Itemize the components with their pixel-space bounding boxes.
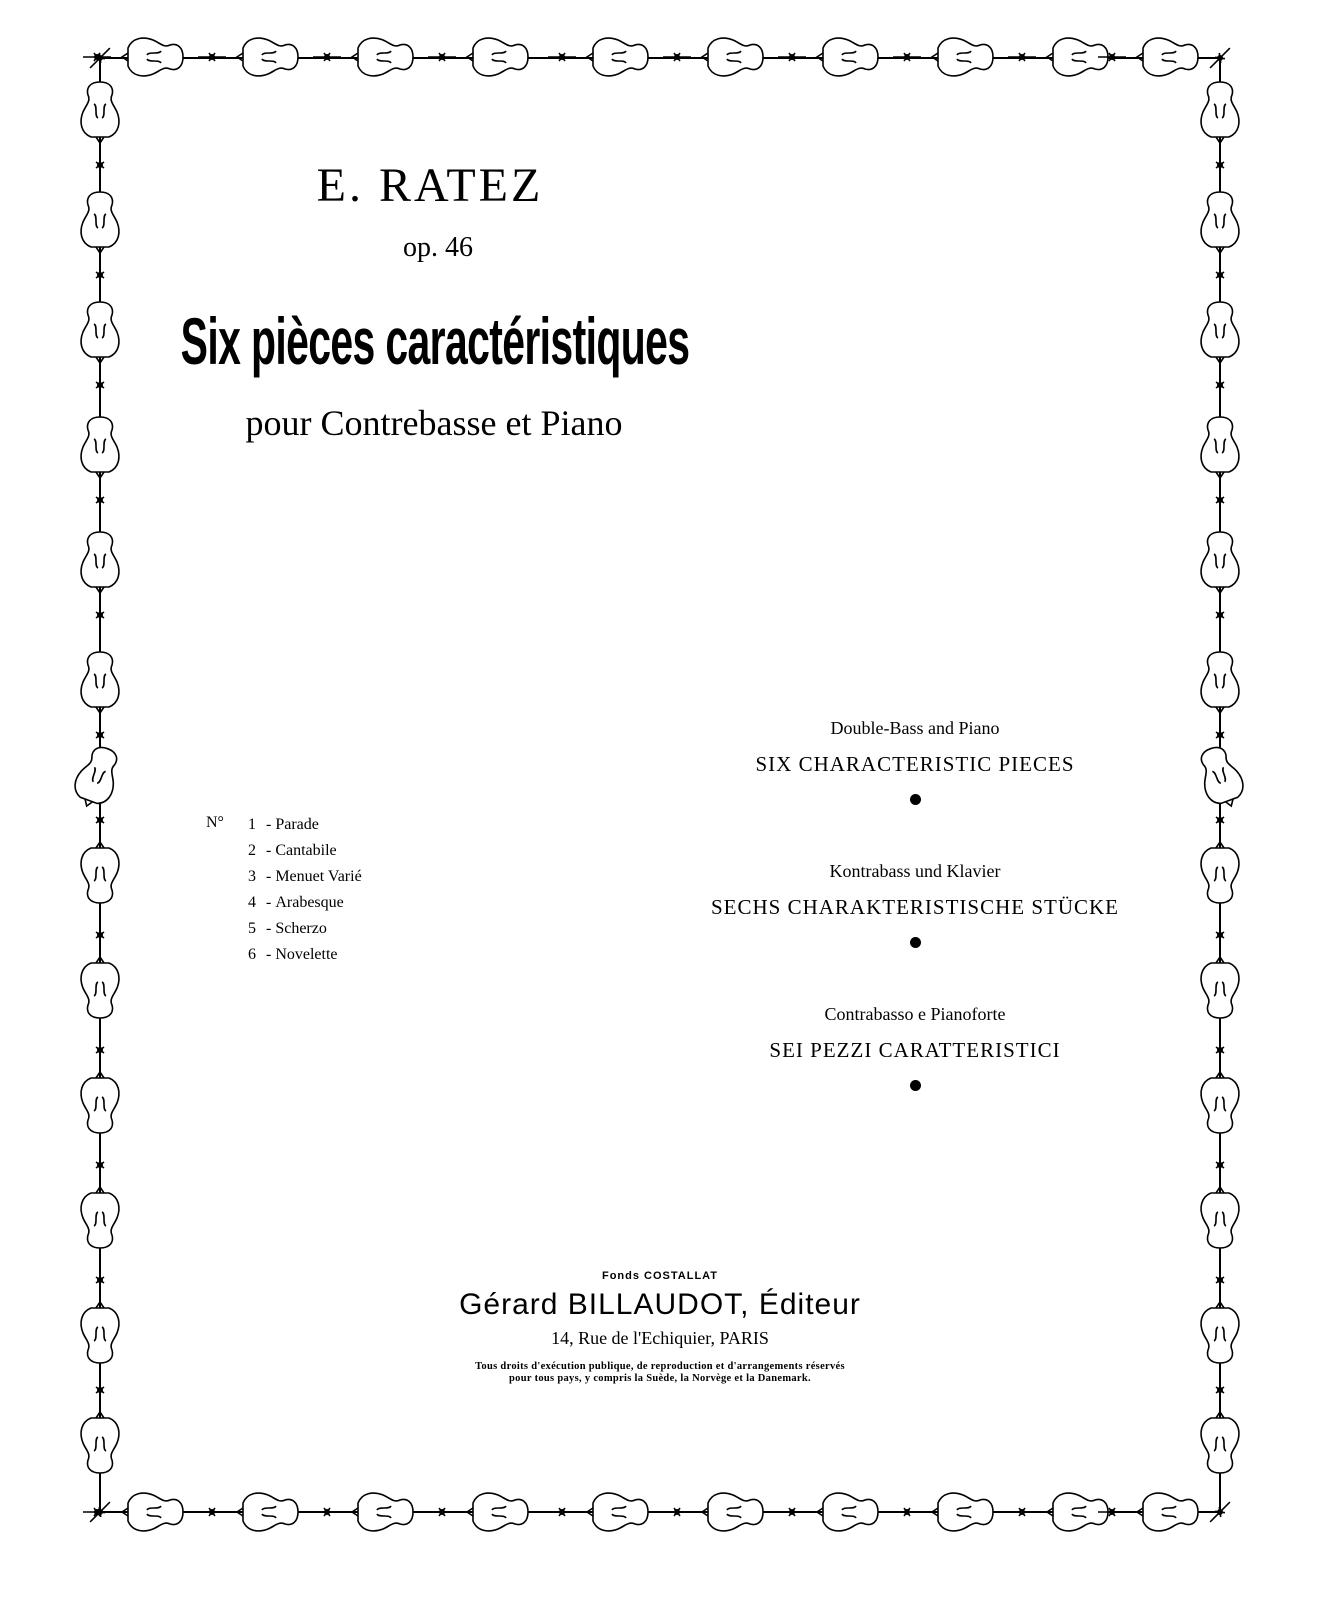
list-item: 6 - Novelette xyxy=(228,944,362,970)
neck-ornament-icon xyxy=(893,53,921,61)
piece-name: Parade xyxy=(275,816,319,833)
double-bass-icon xyxy=(467,1493,528,1531)
double-bass-icon xyxy=(587,38,648,76)
double-bass-icon xyxy=(352,1493,413,1531)
rights-line: Tous droits d'exécution publique, de reproduction et d'arrangements réservés xyxy=(475,1361,845,1372)
double-bass-icon xyxy=(81,957,119,1018)
double-bass-icon xyxy=(1201,302,1239,363)
neck-ornament-icon xyxy=(198,1508,226,1516)
piece-number: 4 xyxy=(248,894,256,911)
list-item: 3 - Menuet Varié xyxy=(228,866,362,892)
translation-block-german xyxy=(615,861,1215,948)
neck-ornament-icon xyxy=(663,1508,691,1516)
double-bass-icon xyxy=(122,38,183,76)
list-item: 1 - Parade xyxy=(228,814,362,840)
double-bass-icon xyxy=(817,1493,878,1531)
double-bass-icon xyxy=(81,1412,119,1473)
neck-ornament-icon xyxy=(96,486,104,514)
double-bass-icon xyxy=(702,38,763,76)
language-line: Kontrabass und Klavier xyxy=(829,861,1001,881)
piece-name: Menuet Varié xyxy=(275,868,362,885)
bullet-dot xyxy=(910,937,921,948)
neck-ornament-icon xyxy=(428,53,456,61)
neck-ornament-icon xyxy=(96,721,104,749)
publisher-address: 14, Rue de l'Echiquier, PARIS xyxy=(551,1328,769,1348)
neck-ornament-icon xyxy=(1216,921,1224,949)
neck-ornament-icon xyxy=(548,1508,576,1516)
double-bass-icon xyxy=(81,1187,119,1248)
double-bass-icon xyxy=(702,1493,763,1531)
double-bass-icon xyxy=(1201,1187,1239,1248)
neck-ornament-icon xyxy=(313,53,341,61)
piece-number: 3 xyxy=(248,868,256,885)
double-bass-icon xyxy=(1201,532,1239,593)
list-item: 2 - Cantabile xyxy=(228,840,362,866)
neck-ornament-icon xyxy=(548,53,576,61)
piece-number: 5 xyxy=(248,920,256,937)
neck-ornament-icon xyxy=(198,53,226,61)
neck-ornament-icon xyxy=(778,1508,806,1516)
neck-ornament-icon xyxy=(96,601,104,629)
translated-title: SECHS CHARAKTERISTISCHE STÜCKE xyxy=(710,895,1120,919)
double-bass-icon xyxy=(81,652,119,713)
piece-number: 6 xyxy=(248,946,256,963)
double-bass-icon xyxy=(1201,652,1239,713)
double-bass-icon xyxy=(81,1302,119,1363)
neck-ornament-icon xyxy=(1216,1266,1224,1294)
neck-ornament-icon xyxy=(1216,721,1224,749)
double-bass-icon xyxy=(81,302,119,363)
list-item: 4 - Arabesque xyxy=(228,892,362,918)
double-bass-icon xyxy=(1201,192,1239,253)
neck-ornament-icon xyxy=(313,1508,341,1516)
double-bass-icon xyxy=(587,1493,648,1531)
piece-number: 2 xyxy=(248,842,256,859)
neck-ornament-icon xyxy=(893,1508,921,1516)
double-bass-icon xyxy=(237,1493,298,1531)
double-bass-icon xyxy=(81,417,119,478)
rights-line: pour tous pays, y compris la Suède, la Norvège et la Danemark. xyxy=(509,1373,811,1384)
neck-ornament-icon xyxy=(1216,806,1224,834)
neck-ornament-icon xyxy=(96,1151,104,1179)
neck-ornament-icon xyxy=(96,1266,104,1294)
number-prefix: N° xyxy=(206,814,224,831)
piece-name: Scherzo xyxy=(275,920,327,937)
neck-ornament-icon xyxy=(1216,601,1224,629)
neck-ornament-icon xyxy=(1216,1036,1224,1064)
double-bass-icon xyxy=(932,1493,993,1531)
language-line: Double-Bass and Piano xyxy=(830,718,1000,738)
neck-ornament-icon xyxy=(428,1508,456,1516)
double-bass-icon xyxy=(81,1072,119,1133)
translation-block-italian xyxy=(615,1004,1215,1091)
double-bass-icon xyxy=(817,38,878,76)
double-bass-icon xyxy=(1201,417,1239,478)
double-bass-icon xyxy=(1201,82,1239,143)
neck-ornament-icon xyxy=(1216,371,1224,399)
bullet-dot xyxy=(910,1080,921,1091)
double-bass-icon xyxy=(1137,1493,1198,1531)
neck-ornament-icon xyxy=(96,371,104,399)
neck-ornament-icon xyxy=(96,1036,104,1064)
neck-ornament-icon xyxy=(1008,1508,1036,1516)
rights-notice xyxy=(380,1361,940,1385)
neck-ornament-icon xyxy=(663,53,691,61)
piece-number: 1 xyxy=(248,816,256,833)
double-bass-icon xyxy=(467,38,528,76)
neck-ornament-icon xyxy=(1216,1151,1224,1179)
double-bass-icon xyxy=(237,38,298,76)
bullet-dot xyxy=(910,794,921,805)
fonds-line: Fonds COSTALLAT xyxy=(601,1270,719,1282)
translation-block-english xyxy=(615,718,1215,805)
double-bass-icon xyxy=(1137,38,1198,76)
double-bass-icon xyxy=(352,38,413,76)
double-bass-icon xyxy=(1201,1412,1239,1473)
language-line: Contrabasso e Pianoforte xyxy=(824,1004,1006,1024)
neck-ornament-icon xyxy=(96,1376,104,1404)
neck-ornament-icon xyxy=(96,806,104,834)
publisher-name: Gérard BILLAUDOT, Éditeur xyxy=(459,1288,861,1321)
piece-name: Novelette xyxy=(275,946,338,963)
neck-ornament-icon xyxy=(96,261,104,289)
double-bass-icon xyxy=(81,532,119,593)
list-item: 5 - Scherzo xyxy=(228,918,362,944)
neck-ornament-icon xyxy=(1216,261,1224,289)
neck-ornament-icon xyxy=(1216,151,1224,179)
neck-ornament-icon xyxy=(96,921,104,949)
neck-ornament-icon xyxy=(96,151,104,179)
publisher-block xyxy=(380,1270,940,1385)
double-bass-icon xyxy=(81,842,119,903)
double-bass-icon xyxy=(69,742,125,812)
double-bass-icon xyxy=(932,38,993,76)
double-bass-icon xyxy=(81,192,119,253)
piece-name: Arabesque xyxy=(275,894,344,911)
double-bass-icon xyxy=(1201,1302,1239,1363)
double-bass-icon xyxy=(122,1493,183,1531)
neck-ornament-icon xyxy=(1216,1376,1224,1404)
neck-ornament-icon xyxy=(1216,486,1224,514)
translated-title: SEI PEZZI CARATTERISTICI xyxy=(769,1038,1061,1062)
translated-title: SIX CHARACTERISTIC PIECES xyxy=(755,752,1075,776)
piece-name: Cantabile xyxy=(275,842,337,859)
piece-list xyxy=(208,814,362,970)
neck-ornament-icon xyxy=(1008,53,1036,61)
double-bass-icon xyxy=(81,82,119,143)
neck-ornament-icon xyxy=(778,53,806,61)
